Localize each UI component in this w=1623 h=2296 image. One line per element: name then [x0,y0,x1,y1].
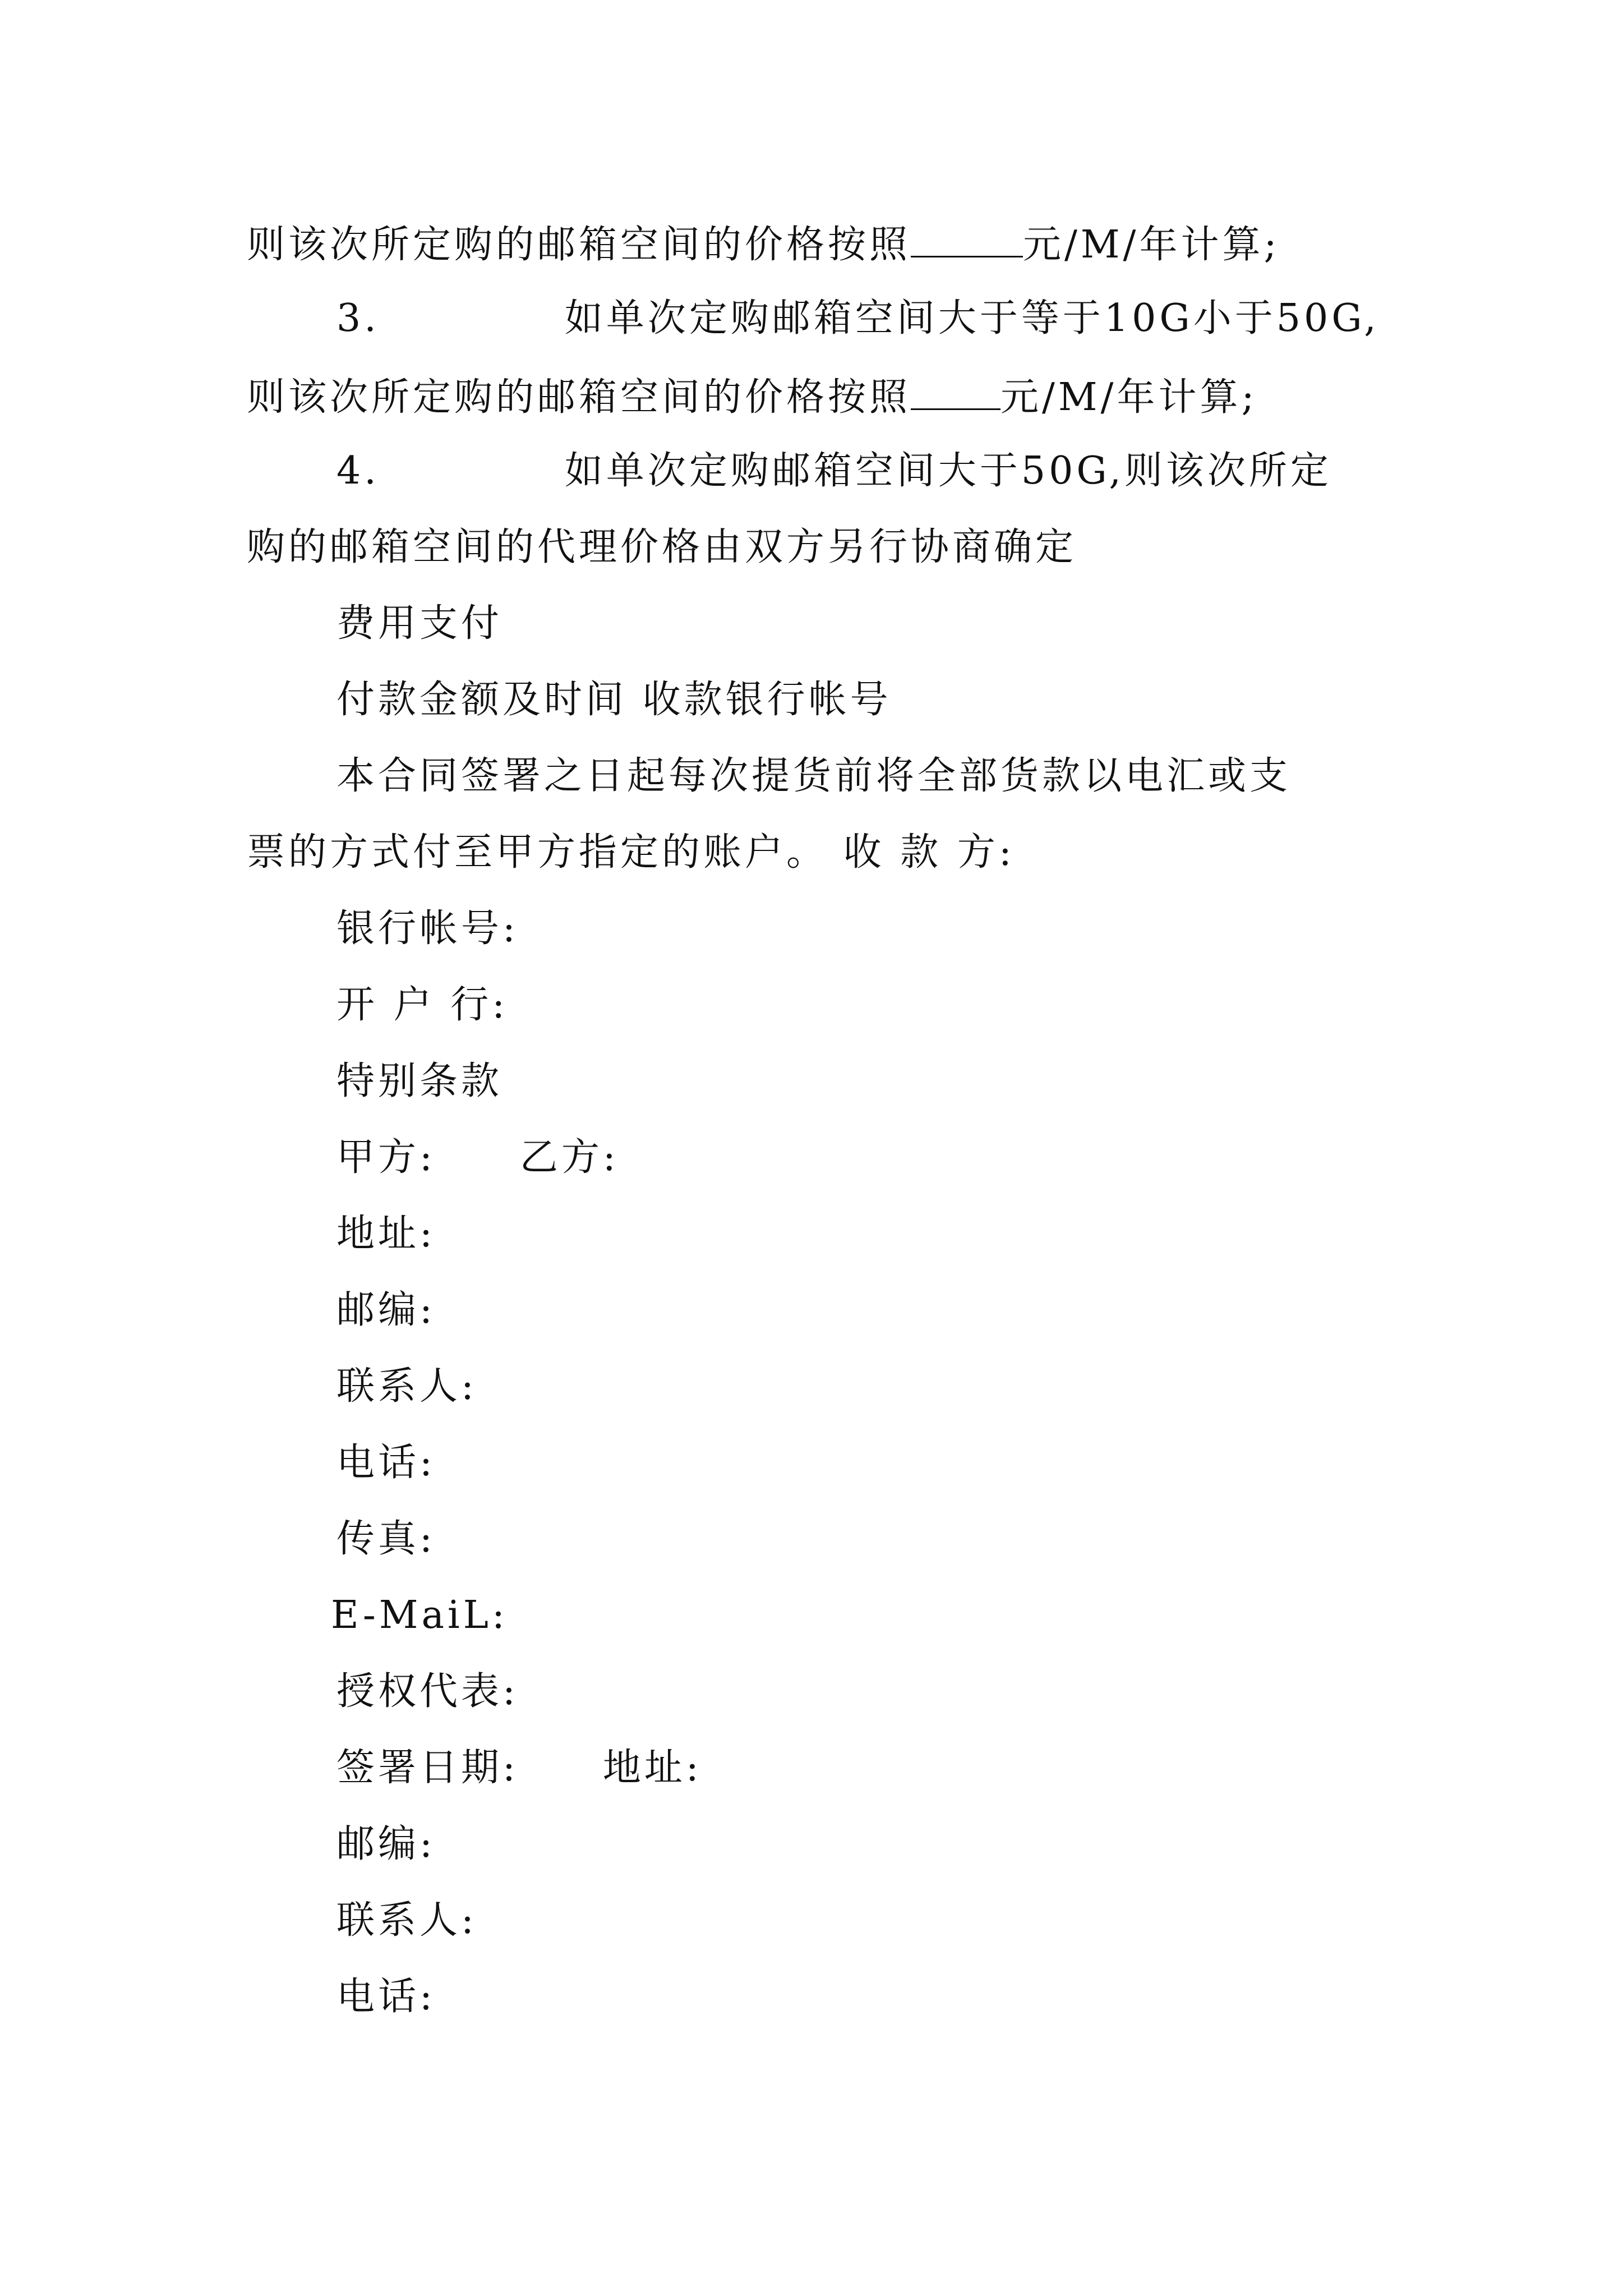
payment-para-line-1: 本合同签署之日起每次提货前将全部货款以电汇或支 [336,754,1292,798]
bank-account-label: 银行帐号: [336,907,519,951]
clause-4-text: 如单次定购邮箱空间大于50G,则该次所定 [564,449,1332,493]
price-blank-2 [911,223,1023,257]
address-label: 地址: [336,1212,436,1256]
party-a-label: 甲方: [336,1135,436,1180]
clause-4-number: 4. [336,449,380,493]
contact-label: 联系人: [336,1364,477,1409]
fax-label: 传真: [336,1517,436,1561]
clause-3-number: 3. [336,296,380,341]
phone-label: 电话: [336,1441,436,1485]
parties-line [336,1135,619,1180]
price-blank-3 [911,376,1000,410]
sign-date-label: 签署日期: [336,1746,519,1790]
clause-4-line-1 [336,449,1332,493]
clause-2-line-2 [247,223,1280,267]
address-2-label: 地址: [602,1746,702,1790]
payment-subheading: 付款金额及时间 收款银行帐号 [336,678,892,722]
contact-2-label: 联系人: [336,1898,477,1943]
clause-4-line-2: 购的邮箱空间的代理价格由双方另行协商确定 [247,525,1077,569]
payment-para-line-2: 票的方式付至甲方指定的账户。 收 款 方: [247,830,1015,875]
party-b-label: 乙方: [519,1135,619,1180]
clause-3-text-post: 元/M/年计算; [1000,375,1258,420]
payment-heading: 费用支付 [336,601,503,646]
bank-label: 开 户 行: [336,983,509,1027]
representative-label: 授权代表: [336,1669,519,1714]
sign-date-line [336,1746,702,1790]
special-terms-heading: 特别条款 [336,1059,503,1103]
clause-2-text-pre: 则该次所定购的邮箱空间的价格按照 [247,223,911,267]
clause-3-line-1 [336,296,1380,341]
clause-3-text: 如单次定购邮箱空间大于等于10G小于50G, [564,296,1380,341]
postcode-label: 邮编: [336,1288,436,1332]
postcode-2-label: 邮编: [336,1822,436,1866]
email-label: E-MaiL: [331,1593,508,1637]
clause-3-text-pre: 则该次所定购的邮箱空间的价格按照 [247,375,911,420]
clause-3-line-2 [247,375,1258,420]
phone-2-label: 电话: [336,1975,436,2019]
clause-2-text-post: 元/M/年计算; [1023,223,1280,267]
